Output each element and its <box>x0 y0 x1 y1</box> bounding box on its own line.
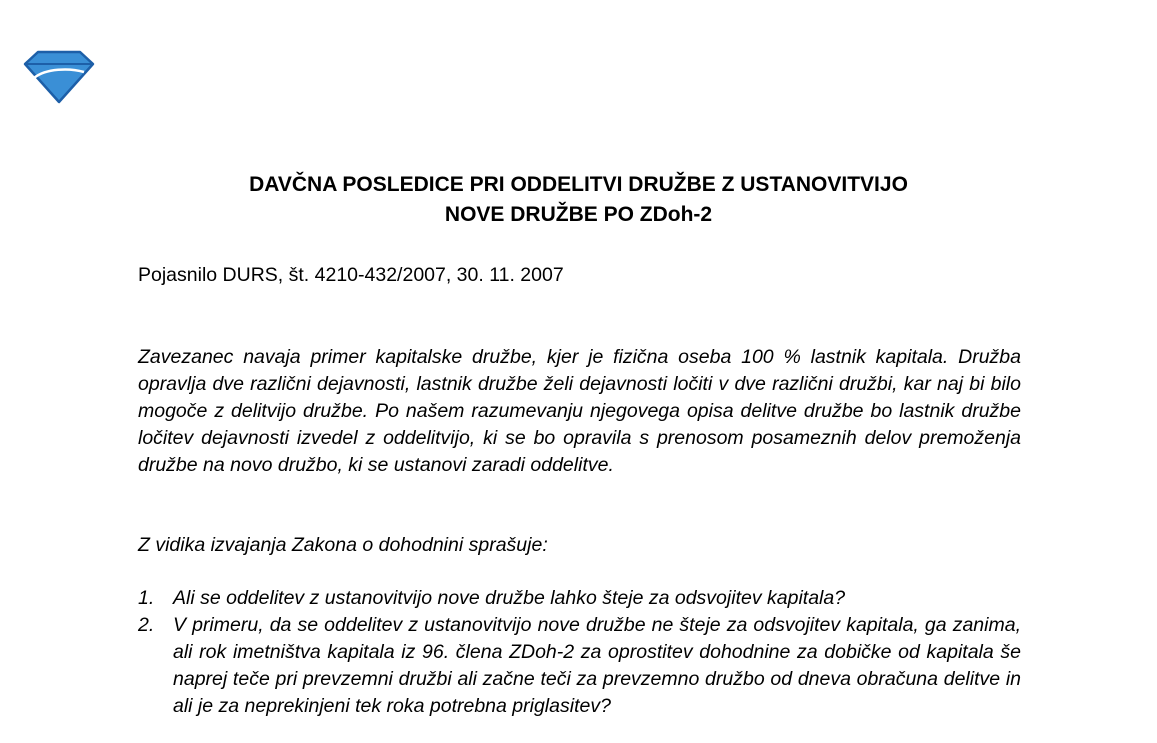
question-item <box>138 612 1021 720</box>
question-list <box>138 585 1021 720</box>
document-title-line-2: NOVE DRUŽBE PO ZDoh-2 <box>444 203 713 226</box>
sd-shield-logo-icon <box>22 48 96 104</box>
document-title-line-1: DAVČNA POSLEDICE PRI ODDELITVI DRUŽBE Z USTANOVITVIJO <box>249 173 908 196</box>
question-item <box>138 585 1021 612</box>
question-text: V primeru, da se oddelitev z ustanovitvijo nove družbe ne šteje za odsvojitev kapitala, ga zanima, ali rok imetništva kapitala iz 96. člena ZDoh-2 za oprostitev dohodnine za dobičke od kapitala še naprej teče pri prevzemni družbi ali začne teči za prevzemno družbo od dneva obračuna delitve in ali je za neprekinjeni tek roka potrebna priglasitev? <box>173 614 1021 717</box>
question-number: 1. <box>138 587 155 609</box>
question-lead: Z vidika izvajanja Zakona o dohodnini sprašuje: <box>138 534 548 556</box>
question-text: Ali se oddelitev z ustanovitvijo nove družbe lahko šteje za odsvojitev kapitala? <box>173 587 846 609</box>
document-title <box>0 170 1157 230</box>
source-reference: Pojasnilo DURS, št. 4210-432/2007, 30. 11. 2007 <box>138 264 564 286</box>
question-number: 2. <box>138 614 155 636</box>
intro-paragraph: Zavezanec navaja primer kapitalske družbe, kjer je fizična oseba 100 % lastnik kapitala. Družba opravlja dve različni dejavnosti, lastnik družbe želi dejavnosti ločiti v dve različni družbi, kar naj bi bilo mogoče z delitvijo družbe. Po našem razumevanju njegovega opisa delitve družbe bo lastnik družbe ločitev dejavnosti izvedel z oddelitvijo, ki se bo opravila s prenosom posameznih delov premoženja družbe na novo družbo, ki se ustanovi zaradi oddelitve. <box>138 346 1021 476</box>
